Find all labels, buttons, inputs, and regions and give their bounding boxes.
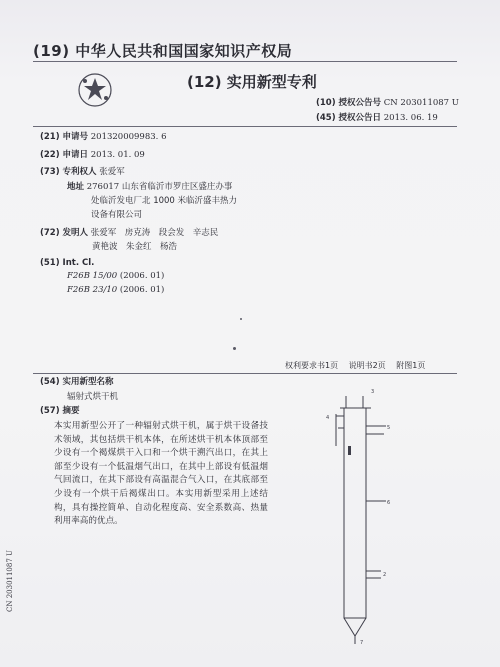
ipc-1-year: (2006. 01) [119,271,165,281]
patent-kind-title: (12) 实用新型专利 [187,73,317,91]
side-publication-number: CN 203011087 U [6,550,14,612]
dryer-drawing [326,386,396,646]
patentee-label: (73) 专利权人 [40,167,97,177]
publication-number [316,97,459,109]
scan-speck [233,347,236,350]
svg-text:2: 2 [383,572,387,578]
patent-office-logo-icon [76,72,114,108]
inventors-line-2: 黄艳波 朱金红 杨浩 [92,242,178,252]
address-label: 地址 [67,182,85,192]
application-date-label: (22) 申请日 [40,150,89,160]
ipc-2-year: (2006. 01) [119,285,165,295]
application-date-value: 2013. 01. 09 [90,150,145,160]
abstract-label-text: (57) 摘要 [40,406,80,416]
address-line-1: 276017 山东省临沂市罗庄区盛庄办事 [86,182,233,192]
claims-pages: 权利要求书1页 [285,361,339,370]
address [67,181,232,193]
header-rule-bottom [33,126,457,127]
inventors [40,227,218,239]
ipc-2-code: F26B 23/10 [67,285,118,295]
abstract-label [40,405,80,417]
abstract-text: 本实用新型公开了一种辐射式烘干机，属于烘干设备技术领域，其包括烘干机本体，在所述烘干机本体顶部至少设有一个褐煤烘干入口和一个烘干溯汽出口，在其上部至少设有一个低温烟气出口，在其中上部设有低温烟气回流口，在其下部设有高温混合气入口，在其底部至少设有一个烘干后褐煤出口。本实用新型采用上述结构，具有操控简单、自动化程度高、安全系数高、热量利用率高的优点。 [54,421,268,527]
application-number [40,131,166,143]
svg-text:4: 4 [326,415,330,421]
patentee-value: 张爱军 [99,167,125,177]
publication-date-value: 2013. 06. 19 [383,113,438,123]
svg-text:6: 6 [387,500,391,506]
title-label: (54) 实用新型名称 [40,377,114,387]
ipc-1-code: F26B 15/00 [67,271,118,281]
patent-office-name: (19) 中华人民共和国国家知识产权局 [33,42,293,60]
description-pages: 说明书2页 [348,361,386,370]
address-line-2: 处临沂发电厂北 1000 米临沂盛丰热力 [91,196,238,206]
svg-text:3: 3 [371,389,375,395]
ipc-entry-1 [67,270,164,282]
header-rule-top [33,61,457,62]
application-number-value: 201320009983. 6 [90,132,167,142]
publication-number-label: (10) 授权公告号 [316,98,382,108]
ipc-classification [40,257,94,269]
svg-text:5: 5 [387,425,391,431]
ipc-label: (51) Int. Cl. [40,258,95,268]
patentee [40,166,125,178]
utility-model-title: 辐射式烘干机 [67,392,119,402]
address-line-3: 设备有限公司 [91,210,143,220]
utility-model-title-label [40,376,114,388]
application-number-label: (21) 申请号 [40,132,89,142]
application-date [40,149,145,161]
publication-number-value: CN 203011087 U [383,98,459,108]
svg-text:7: 7 [360,640,364,646]
inventors-label: (72) 发明人 [40,228,89,238]
ipc-entry-2 [67,284,164,296]
publication-date [316,112,438,124]
scan-speck [240,318,242,320]
drawing-pages: 附图1页 [396,361,426,370]
section-rule [33,373,457,374]
page-count-info [285,360,433,371]
inventors-line-1: 张爱军 房克涛 段会发 辛志民 [90,228,219,238]
publication-date-label: (45) 授权公告日 [316,113,382,123]
